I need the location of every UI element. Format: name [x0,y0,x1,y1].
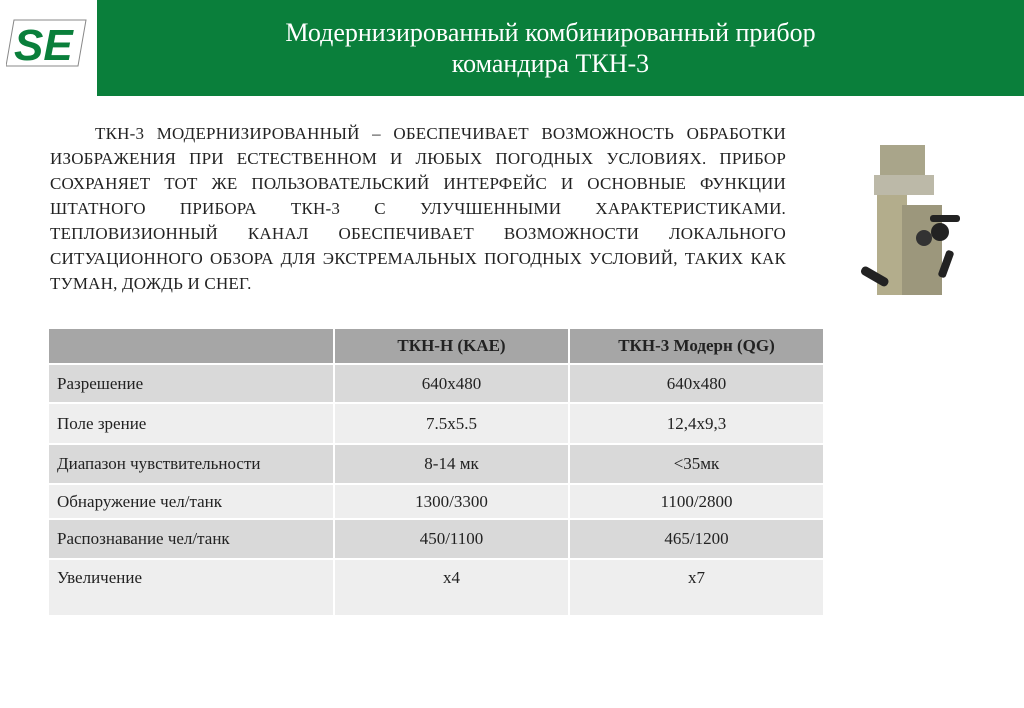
title-line-2: командира ТКН-3 [451,49,650,78]
specs-table [47,327,825,617]
table-row [48,403,824,444]
cell-qg: <35мк [569,444,824,484]
cell-qg: 1100/2800 [569,484,824,519]
row-label: Обнаружение чел/танк [48,484,334,519]
table-row [48,519,824,559]
table-header-row [48,328,824,364]
title-line-1: Модернизированный комбинированный прибор [285,18,816,47]
header-cell: ТКН-Н (KAE) [334,328,569,364]
cell-kae: x4 [334,559,569,616]
cell-kae: 8-14 мк [334,444,569,484]
cell-qg: 640x480 [569,364,824,403]
description-paragraph: ТКН-3 МОДЕРНИЗИРОВАННЫЙ – ОБЕСПЕЧИВАЕТ ВОЗМОЖНОСТЬ ОБРАБОТКИ ИЗОБРАЖЕНИЯ ПРИ ЕСТЕСТВЕННОМ И ЛЮБЫХ ПОГОДНЫХ УСЛОВИЯХ. ПРИБОР СОХРАНЯЕТ ТОТ ЖЕ ПОЛЬЗОВАТЕЛЬСКИЙ ИНТЕРФЕЙС И ОСНОВНЫЕ ФУНКЦИИ ШТАТНОГО ПРИБОРА ТКН-3 С УЛУЧШЕННЫМИ ХАРАКТЕРИСТИКАМИ. ТЕПЛОВИЗИОННЫЙ КАНАЛ ОБЕСПЕЧИВАЕТ ВОЗМОЖНОСТИ ЛОКАЛЬНОГО СИТУАЦИОННОГО ОБЗОРА ДЛЯ ЭКСТРЕМАЛЬНЫХ ПОГОДНЫХ УСЛОВИЙ, ТАКИХ КАК ТУМАН, ДОЖДЬ И СНЕГ. [50,124,786,293]
header-cell: ТКН-3 Модерн (QG) [569,328,824,364]
table-row [48,484,824,519]
row-label: Разрешение [48,364,334,403]
slide-title [97,0,1024,96]
row-label: Увеличение [48,559,334,616]
table-row [48,444,824,484]
se-logo [6,18,88,68]
cell-kae: 1300/3300 [334,484,569,519]
header-cell [48,328,334,364]
cell-kae: 7.5x5.5 [334,403,569,444]
row-label: Диапазон чувствительности [48,444,334,484]
table-row [48,364,824,403]
cell-kae: 450/1100 [334,519,569,559]
row-label: Распознавание чел/танк [48,519,334,559]
cell-kae: 640x480 [334,364,569,403]
svg-text:SE: SE [14,21,73,68]
cell-qg: 12,4x9,3 [569,403,824,444]
cell-qg: x7 [569,559,824,616]
row-label: Поле зрение [48,403,334,444]
cell-qg: 465/1200 [569,519,824,559]
device-photo [852,140,967,305]
table-row [48,559,824,616]
